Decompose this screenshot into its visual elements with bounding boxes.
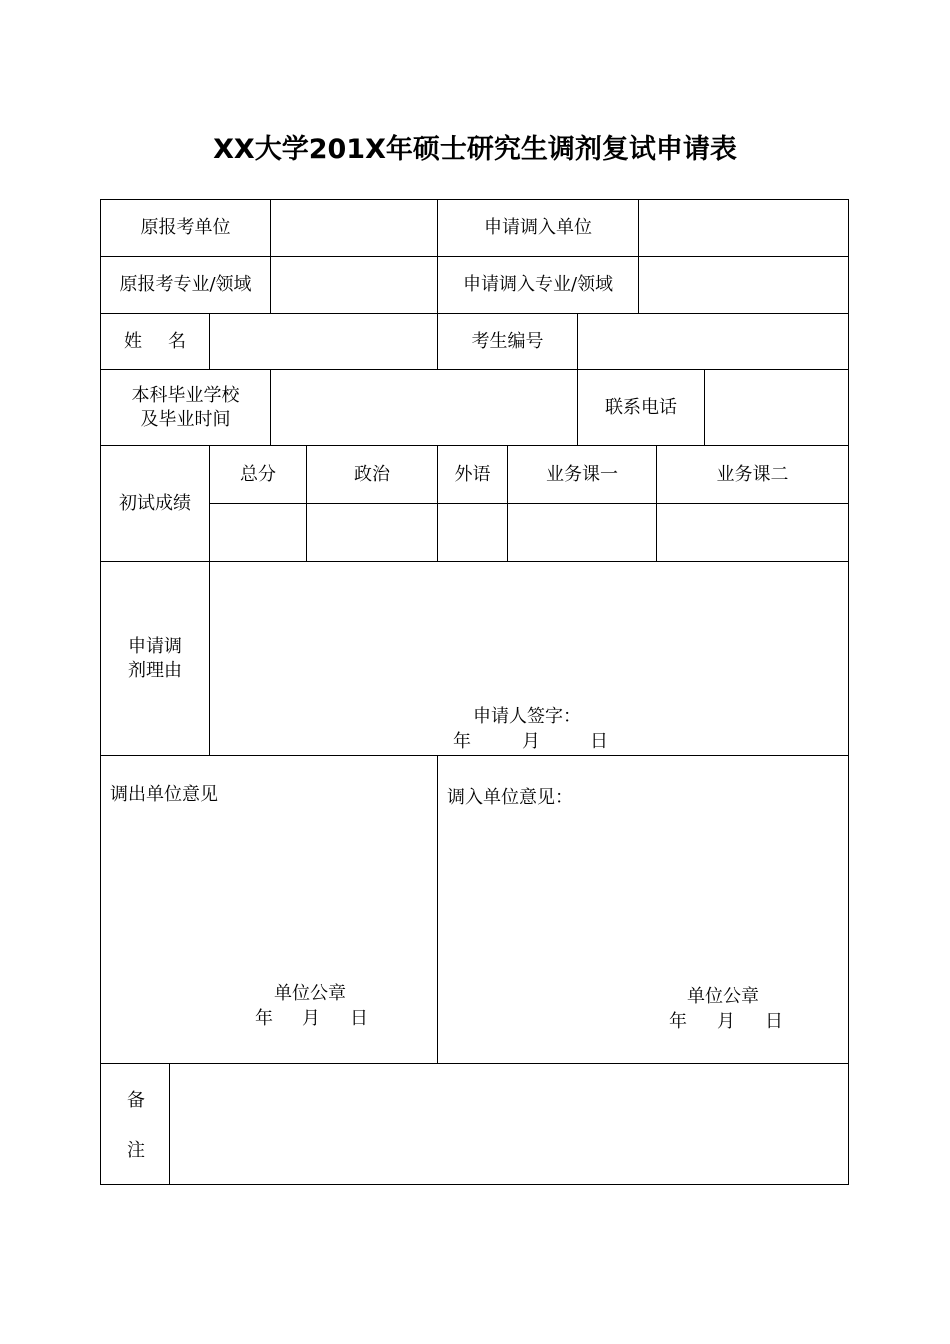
applicant-sign-label: 申请人签字： [473,706,581,727]
in-unit-date-year: 年 [669,1011,687,1032]
application-form [100,199,849,1185]
name-field[interactable] [210,314,438,370]
original-unit-field[interactable] [271,200,438,257]
page-title: XX大学201X年硕士研究生调剂复试申请表 [213,134,737,165]
reason-date-month: 月 [522,731,540,752]
name-label-char-2: 名 [168,330,186,352]
reason-label-line1: 申请调 [128,635,182,657]
score-header-politics: 政治 [307,446,438,504]
school-label-line1: 本科毕业学校 [131,384,240,406]
out-unit-date-month: 月 [302,1008,320,1029]
in-unit-opinion-field[interactable] [438,756,848,1064]
apply-unit-field[interactable] [639,200,848,257]
school-field[interactable] [271,370,578,446]
reason-label [101,562,210,756]
apply-major-field[interactable] [639,257,848,314]
remark-label-char-1: 备 [127,1090,145,1111]
out-unit-opinion-label: 调出单位意见 [110,784,218,805]
school-label-line2: 及毕业时间 [140,408,231,430]
remark-label [101,1064,170,1184]
exam-id-field[interactable] [578,314,848,370]
name-label-char-1: 姓 [124,330,142,352]
out-unit-date-year: 年 [255,1008,273,1029]
school-label [101,370,271,446]
scores-label: 初试成绩 [101,446,210,562]
score-field-course2[interactable] [657,504,848,562]
out-unit-opinion-field[interactable] [101,756,438,1064]
remark-label-char-2: 注 [127,1140,145,1161]
phone-field[interactable] [705,370,848,446]
reason-label-line2: 剂理由 [128,659,182,681]
apply-unit-label: 申请调入单位 [438,200,639,257]
score-field-course1[interactable] [508,504,657,562]
score-field-total[interactable] [210,504,307,562]
in-unit-seal-label: 单位公章 [687,986,759,1007]
apply-major-label: 申请调入专业/领域 [438,257,639,314]
name-label [101,314,210,370]
in-unit-date-month: 月 [717,1011,735,1032]
reason-field[interactable] [210,562,848,756]
original-unit-label: 原报考单位 [101,200,271,257]
reason-date-year: 年 [453,731,471,752]
in-unit-opinion-label: 调入单位意见： [447,787,573,808]
score-header-course2: 业务课二 [657,446,848,504]
score-field-language[interactable] [438,504,508,562]
original-major-field[interactable] [271,257,438,314]
exam-id-label: 考生编号 [438,314,578,370]
score-header-language: 外语 [438,446,508,504]
score-field-politics[interactable] [307,504,438,562]
phone-label: 联系电话 [578,370,705,446]
out-unit-date-day: 日 [350,1008,368,1029]
in-unit-date-day: 日 [765,1011,783,1032]
score-header-total: 总分 [210,446,307,504]
score-header-course1: 业务课一 [508,446,657,504]
remark-field[interactable] [170,1064,848,1184]
reason-date-day: 日 [590,731,608,752]
out-unit-seal-label: 单位公章 [274,983,346,1004]
original-major-label: 原报考专业/领域 [101,257,271,314]
